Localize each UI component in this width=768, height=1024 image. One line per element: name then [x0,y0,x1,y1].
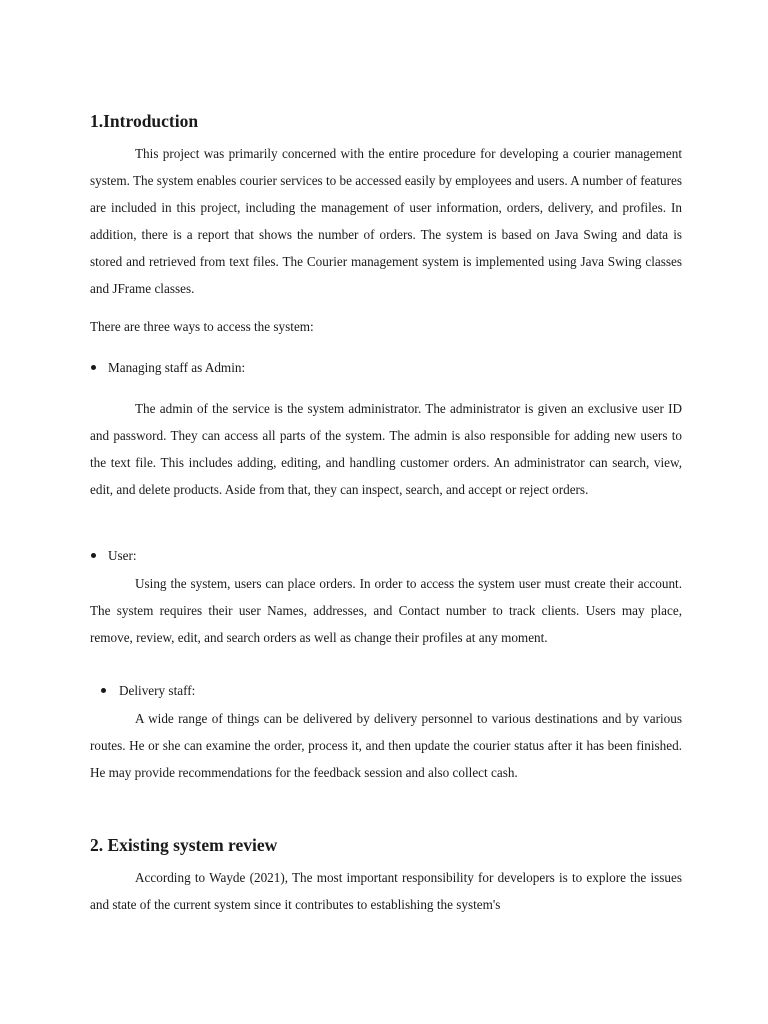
admin-description-paragraph: The admin of the service is the system administrator. The administrator is given an exclusive user ID and password. They can access all parts of the system. The admin is also responsible for adding new users to the text file. This includes adding, editing, and handling customer orders. An administrator can search, view, edit, and delete products. Aside from that, they can inspect, search, and accept or reject orders. [90,401,682,497]
delivery-staff-description-paragraph: A wide range of things can be delivered by delivery personnel to various destinations and by various routes. He or she can examine the order, process it, and then update the courier status after it has been finished. He may provide recommendations for the feedback session and also collect cash. [90,711,682,780]
introduction-paragraph: This project was primarily concerned with the entire procedure for developing a courier management system. The system enables courier services to be accessed easily by employees and users. A number of features are included in this project, including the management of user information, orders, delivery, and profiles. In addition, there is a report that shows the number of orders. The system is based on Java Swing and data is stored and retrieved from text files. The Courier management system is implemented using Java Swing classes and JFrame classes. [90,146,682,296]
bullet-label-admin: Managing staff as Admin: [108,360,246,375]
bullet-dot-icon [91,365,96,370]
user-description-paragraph: Using the system, users can place orders. In order to access the system user must create their account. The system requires their user Names, addresses, and Contact number to track clients. Users may place, remove, review, edit, and search orders as well as change their profiles at any moment. [90,576,682,645]
bullet-dot-icon [91,553,96,558]
access-ways-line: There are three ways to access the system: [90,319,314,334]
existing-system-review-paragraph: According to Wayde (2021), The most important responsibility for developers is to explore the issues and state of the current system since it contributes to establishing the system's [90,870,682,912]
bullet-label-delivery-staff: Delivery staff: [119,683,196,698]
section-heading-existing-system-review: 2. Existing system review [90,835,278,855]
bullet-label-user: User: [108,548,137,563]
bullet-dot-icon [101,688,106,693]
section-heading-introduction: 1.Introduction [90,111,199,131]
